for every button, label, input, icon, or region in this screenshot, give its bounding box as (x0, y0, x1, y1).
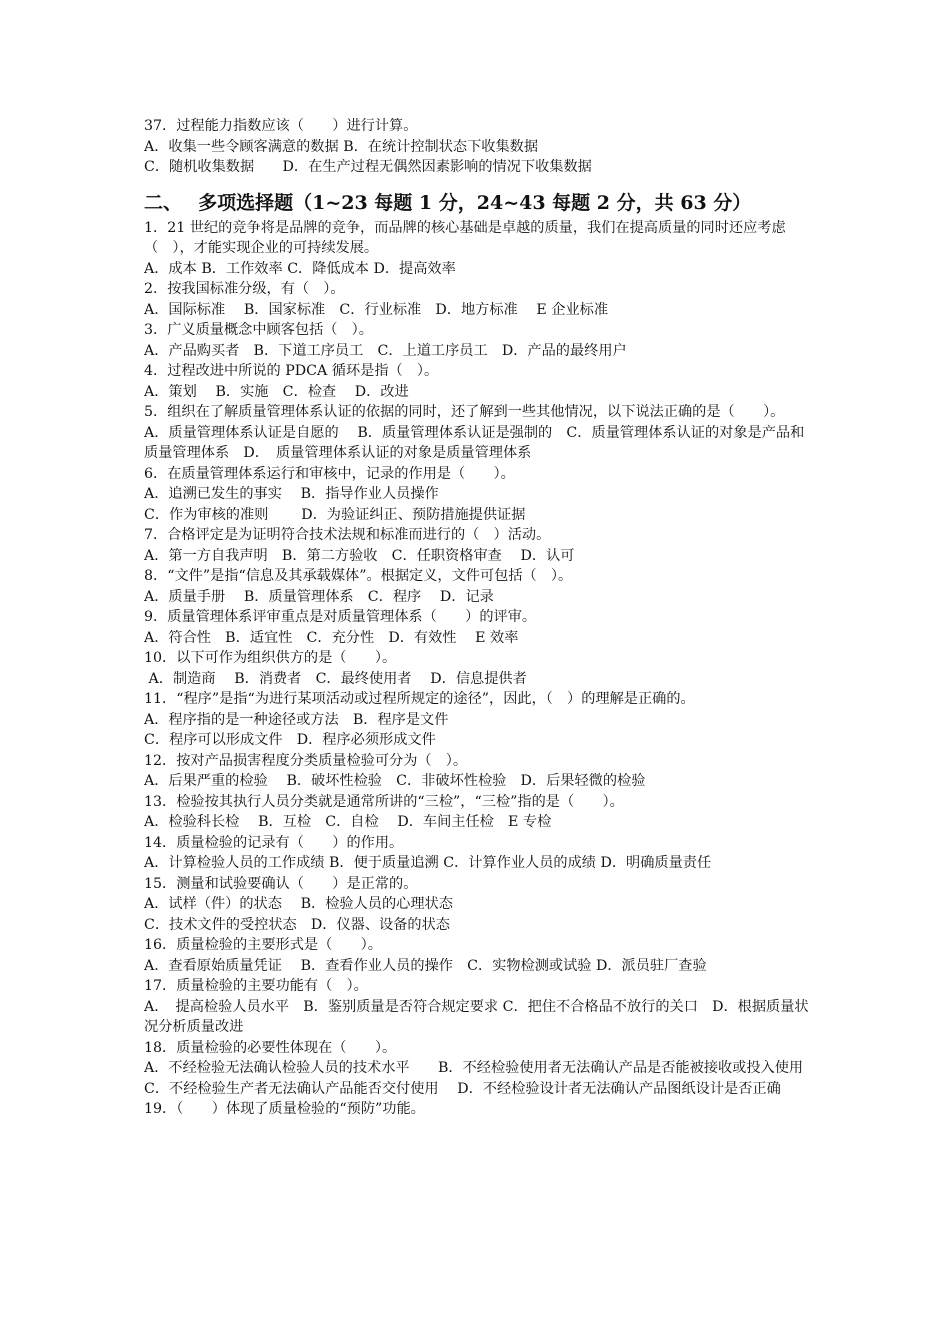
question-options: A．查看原始质量凭证 B．查看作业人员的操作 C．实物检测或试验 D．派员驻厂查验 (144, 957, 707, 974)
question-item (144, 464, 810, 526)
question-text: 11．“程序”是指“为进行某项活动或过程所规定的途径”，因此，（ ）的理解是正确的。 (144, 691, 695, 707)
question-item (144, 525, 810, 566)
question-text: 5．组织在了解质量管理体系认证的依据的同时，还了解到一些其他情况，以下说法正确的是（ ）。 (144, 404, 785, 420)
question-options: A． 提高检验人员水平 B．鉴别质量是否符合规定要求 C．把住不合格品不放行的关口 D．根据质量状况分析质量改进 (144, 998, 809, 1035)
section-heading: 二、 多项选择题（1~23 每题 1 分，24~43 每题 2 分，共 63 分） (144, 191, 752, 214)
question-text: 1．21 世纪的竞争将是品牌的竞争，而品牌的核心基础是卓越的质量，我们在提高质量的同时还应考虑（ ），才能实现企业的可持续发展。 (144, 219, 786, 256)
question-options: A．第一方自我声明 B．第二方验收 C．任职资格审查 D．认可 (144, 547, 575, 564)
question-item (144, 792, 810, 833)
question-text: 19．（ ）体现了质量检验的“预防”功能。 (144, 1101, 425, 1117)
question-options: A．追溯已发生的事实 B．指导作业人员操作 (144, 486, 439, 502)
question-options: A．计算检验人员的工作成绩 B．便于质量追溯 C．计算作业人员的成绩 D．明确质量责任 (144, 855, 712, 871)
question-options: A．质量管理体系认证是自愿的 B．质量管理体系认证是强制的 C．质量管理体系认证的对象是产品和质量管理体系 D． 质量管理体系认证的对象是质量管理体系 (144, 424, 805, 461)
question-item (144, 833, 810, 874)
question-item (144, 607, 810, 648)
question-item (144, 648, 810, 689)
question-text: 15．测量和试验要确认（ ）是正常的。 (144, 875, 418, 892)
question-item (144, 402, 810, 464)
question-item (144, 218, 810, 280)
question-options: A．产品购买者 B．下道工序员工 C．上道工序员工 D．产品的最终用户 (144, 342, 627, 359)
question-options: A．不经检验无法确认检验人员的技术水平 B．不经检验使用者无法确认产品是否能被接收或投入使用 C．不经检验生产者无法确认产品能否交付使用 D．不经检验设计者无法确认产品图纸设计是否正确 (144, 1060, 808, 1097)
question-text: 8．“文件”是指“信息及其承载媒体”。根据定义，文件可包括（ ）。 (144, 568, 573, 584)
question-text: 4．过程改进中所说的 PDCA 循环是指（ ）。 (144, 363, 439, 379)
question-options: A．后果严重的检验 B．破坏性检验 C．非破坏性检验 D．后果轻微的检验 (144, 773, 646, 789)
question-options: A．质量手册 B．质量管理体系 C．程序 D．记录 (144, 588, 494, 605)
question-item (144, 976, 810, 1038)
question-item (144, 566, 810, 607)
question-text: 3．广义质量概念中顾客包括（ ）。 (144, 322, 373, 338)
question-options: A．成本 B．工作效率 C．降低成本 D．提高效率 (144, 260, 456, 277)
question-item (144, 751, 810, 792)
question-text: 17．质量检验的主要功能有（ ）。 (144, 978, 368, 994)
question-item (144, 935, 810, 976)
question-item (144, 874, 810, 936)
question-options: A．制造商 B．消费者 C．最终使用者 D．信息提供者 (144, 670, 527, 687)
question-item (144, 361, 810, 402)
question-options: C．技术文件的受控状态 D．仪器、设备的状态 (144, 916, 450, 933)
question-text: 6．在质量管理体系运行和审核中，记录的作用是（ ）。 (144, 465, 515, 482)
question-text: 2．按我国标准分级，有（ ）。 (144, 281, 345, 297)
question-item (144, 689, 810, 751)
question-options: A．程序指的是一种途径或方法 B．程序是文件 (144, 711, 449, 728)
question-text: 13．检验按其执行人员分类就是通常所讲的“三检”，“三检”指的是（ ）。 (144, 793, 624, 810)
question-text: 37．过程能力指数应该（ ）进行计算。 (144, 118, 418, 134)
question-37 (144, 116, 810, 178)
question-text: 14．质量检验的记录有（ ）的作用。 (144, 834, 404, 851)
question-options: A．检验科长检 B．互检 C．自检 D．车间主任检 E 专检 (144, 814, 552, 830)
question-options: A．国际标准 B．国家标准 C．行业标准 D．地方标准 E 企业标准 (144, 301, 609, 318)
question-item (144, 1099, 810, 1120)
question-item (144, 320, 810, 361)
question-options: A．收集一些令顾客满意的数据 B．在统计控制状态下收集数据 (144, 138, 539, 155)
question-options: A．策划 B．实施 C．检查 D．改进 (144, 383, 409, 400)
question-text: 16．质量检验的主要形式是（ ）。 (144, 937, 382, 953)
question-text: 12．按对产品损害程度分类质量检验可分为（ ）。 (144, 752, 468, 769)
question-options: A．试样（件）的状态 B．检验人员的心理状态 (144, 896, 453, 912)
question-item (144, 1038, 810, 1100)
question-list (144, 218, 810, 1120)
question-text: 7．合格评定是为证明符合技术法规和标准而进行的（ ）活动。 (144, 527, 551, 543)
question-options: C．随机收集数据 D．在生产过程无偶然因素影响的情况下收集数据 (144, 159, 592, 175)
question-text: 10．以下可作为组织供方的是（ ）。 (144, 650, 397, 666)
question-text: 18．质量检验的必要性体现在（ ）。 (144, 1039, 397, 1056)
question-options: C．作为审核的准则 D．为验证纠正、预防措施提供证据 (144, 506, 526, 523)
question-item (144, 279, 810, 320)
question-text: 9．质量管理体系评审重点是对质量管理体系（ ）的评审。 (144, 609, 537, 625)
question-options: A．符合性 B．适宜性 C．充分性 D．有效性 E 效率 (144, 629, 519, 646)
question-options: C．程序可以形成文件 D．程序必须形成文件 (144, 732, 436, 748)
